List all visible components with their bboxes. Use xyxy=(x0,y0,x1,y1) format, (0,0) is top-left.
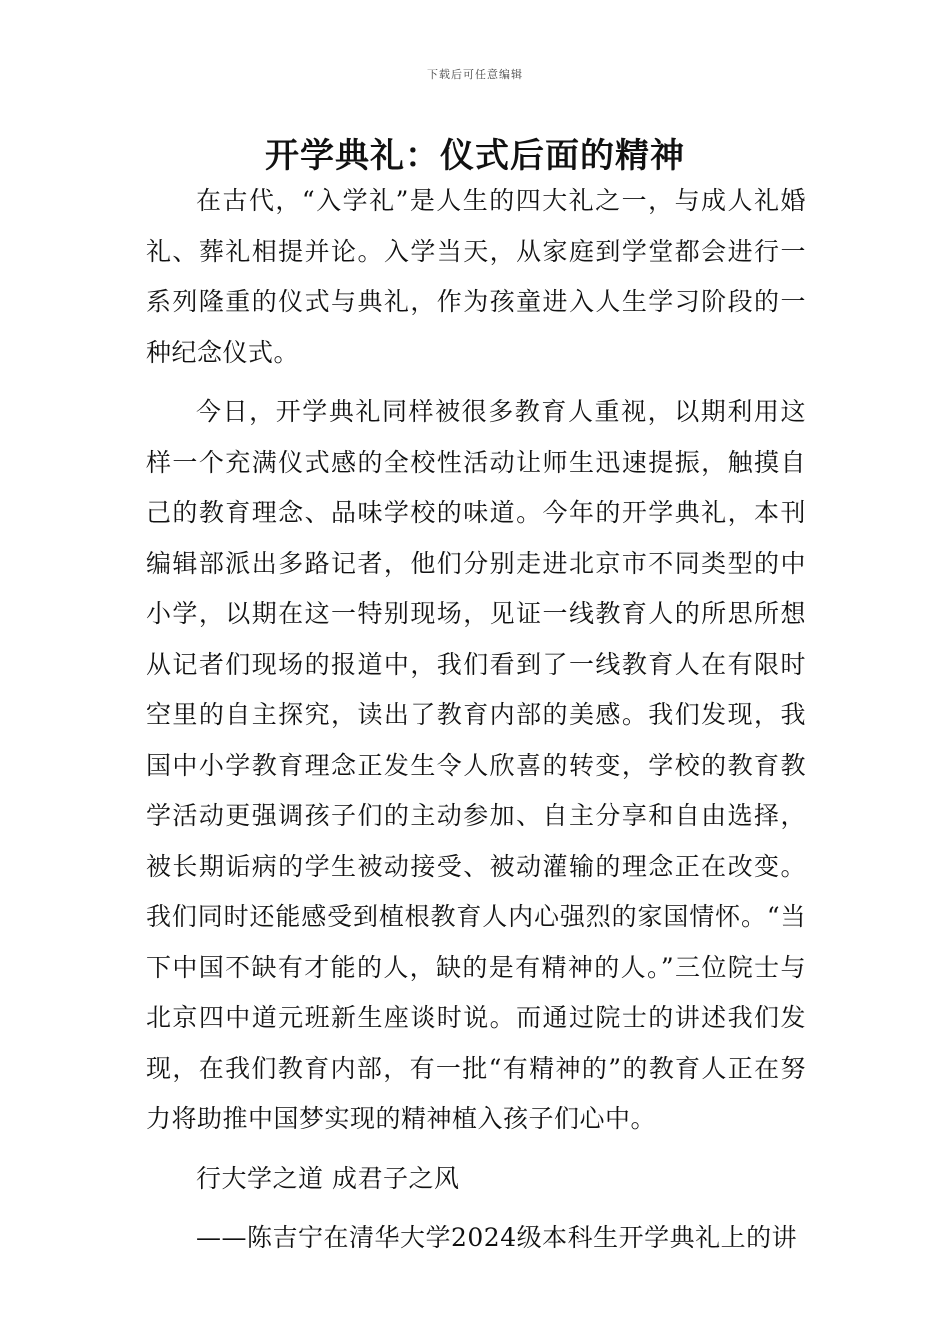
article-body xyxy=(146,176,806,1264)
header-note: 下载后可任意编辑 xyxy=(427,68,523,81)
article-title: 开学典礼：仪式后面的精神 xyxy=(265,136,685,176)
paragraph-ancient-ceremony: 在古代，“入学礼”是人生的四大礼之一，与成人礼婚礼、葬礼相提并论。入学当天，从家庭到学堂都会进行一系列隆重的仪式与典礼，作为孩童进入人生学习阶段的一种纪念仪式。 xyxy=(146,186,806,367)
paragraph-modern-ceremony: 今日，开学典礼同样被很多教育人重视，以期利用这样一个充满仪式感的全校性活动让师生迅速提振，触摸自己的教育理念、品味学校的味道。今年的开学典礼，本刊编辑部派出多路记者，他们分别走进北京市不同类型的中小学，以期在这一特别现场，见证一线教育人的所思所想从记者们现场的报道中，我们看到了一线教育人在有限时空里的自主探究，读出了教育内部的美感。我们发现，我国中小学教育理念正发生令人欣喜的转变，学校的教育教学活动更强调孩子们的主动参加、自主分享和自由选择，被长期诟病的学生被动接受、被动灌输的理念正在改变。我们同时还能感受到植根教育人内心强烈的家国情怀。“当下中国不缺有才能的人，缺的是有精神的人。”三位院士与北京四中道元班新生座谈时说。而通过院士的讲述我们发现，在我们教育内部，有一批“有精神的”的教育人正在努力将助推中国梦实现的精神植入孩子们心中。 xyxy=(146,397,806,1133)
section-heading: 行大学之道 成君子之风 xyxy=(196,1163,460,1193)
section-subheading: ——陈吉宁在清华大学2024级本科生开学典礼上的讲 xyxy=(196,1223,798,1252)
